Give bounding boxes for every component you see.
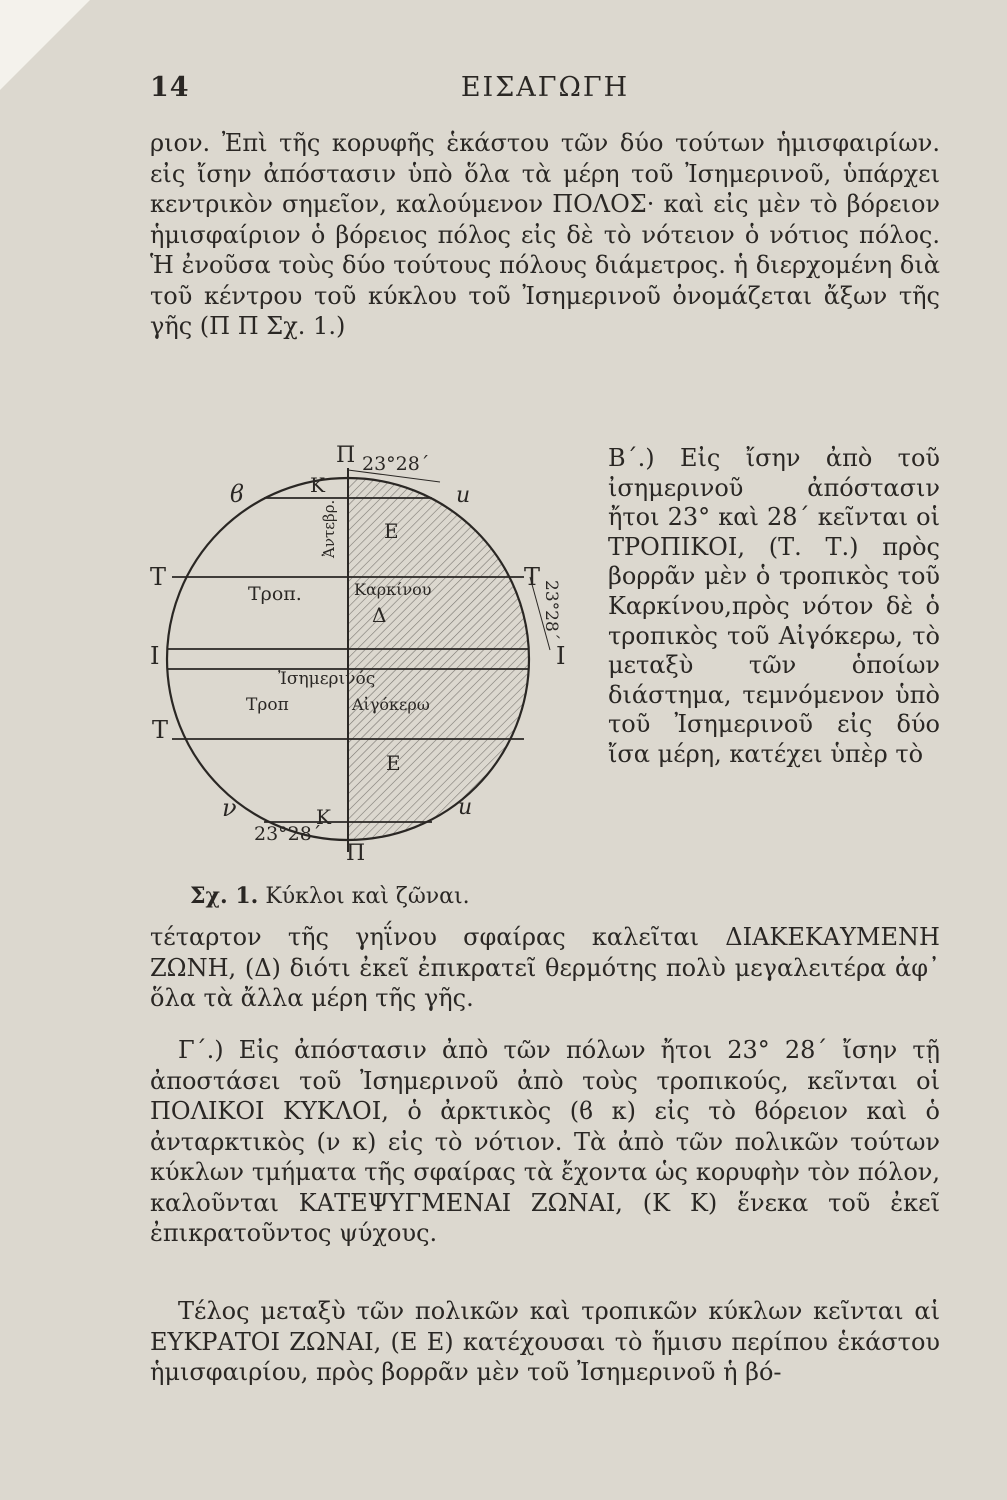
angle-bottom-label: 23°28΄ <box>254 823 322 845</box>
page-corner <box>0 0 90 90</box>
arctic-right-label: u <box>456 483 471 508</box>
paragraph-torrid-zone: τέταρτον τῆς γηΐνου σφαίρας καλεῖται ΔΙΑΚΕΚΑΥΜΕΝΗ ΖΩΝΗ, (Δ) διότι ἐκεῖ ἐπικρατεῖ θερμότης πολὺ μεγαλειτέρα ἀφ᾽ ὅλα τὰ ἄλλα μέρη τῆς γῆς. <box>150 923 940 1012</box>
tropic-left-bottom-label: Τ <box>152 716 169 744</box>
zone-cold-bottom-label: Κ <box>316 805 331 829</box>
equator-right-label: Ι <box>556 642 566 670</box>
pole-top-label: Π <box>336 443 356 468</box>
zone-temperate-top-label: Ε <box>384 519 399 543</box>
antarctic-left-label: ν <box>222 794 237 822</box>
pole-bottom-label: Π <box>346 841 366 866</box>
tropic-top-label: Τροπ. <box>248 583 302 605</box>
equator-label: Ἰσημερινός <box>278 669 376 689</box>
paragraph-temperate-zones: Τέλος μεταξὺ τῶν πολικῶν καὶ τροπικῶν κύκλων κεῖνται αἱ ΕΥΚΡΑΤΟΙ ΖΩΝΑΙ, (Ε Ε) κατέχουσαι τὸ ἥμισυ περίπου ἑκάστου ἡμισφαιρίου, πρὸς βορρᾶν μὲν τοῦ Ἰσημερινοῦ ἡ βό- <box>150 1297 940 1386</box>
zone-cold-top-label: Κ <box>310 473 325 497</box>
paragraph-tropics: Β΄.) Εἰς ἴσην ἀπὸ τοῦ ἰσημερινοῦ ἀπόστασιν ἤτοι 23° καὶ 28΄ κεῖνται οἱ ΤΡΟΠΙΚΟΙ, (Τ. Τ.) πρὸς βορρᾶν μὲν ὁ τροπικὸς τοῦ Καρκίνου,πρὸς νότον δὲ ὁ τροπικὸς τοῦ Αἰγόκερω, τὸ μεταξὺ τῶν ὁποίων διάστημα, τεμνόμενον ὑπὸ τοῦ Ἰσημερινοῦ εἰς δύο ἴσα μέρη, κατέχει ὑπὲρ τὸ <box>608 444 940 768</box>
polar-circle-label: Ἀντεβρ. <box>320 499 338 558</box>
tropic-right-top-label: Τ <box>524 563 541 591</box>
zones-diagram <box>150 440 590 890</box>
cancer-label: Καρκίνου <box>354 580 432 599</box>
caption-text: Κύκλοι καὶ ζῶναι. <box>265 884 470 909</box>
equator-left-label: Ι <box>150 642 160 670</box>
tropic-bottom-label: Τροπ <box>246 695 289 715</box>
running-title: ΕΙΣΑΓΩΓΗ <box>460 72 630 103</box>
page-header <box>150 72 940 112</box>
paragraph-polar-circles: Γ΄.) Εἰς ἀπόστασιν ἀπὸ τῶν πόλων ἤτοι 23° 28΄ ἴσην τῇ ἀποστάσει τοῦ Ἰσημερινοῦ ἀπὸ τοὺς τροπικούς, κεῖνται οἱ ΠΟΛΙΚΟΙ ΚΥΚΛΟΙ, ὁ ἀρκτικὸς (ϐ κ) εἰς τὸ ϐόρειον καὶ ὁ ἀνταρκτικὸς (ν κ) εἰς τὸ νότιον. Τὰ ἀπὸ τῶν πολικῶν τούτων κύκλων τμήματα τῆς σφαίρας τὰ ἔχοντα ὡς κορυφὴν τὸν πόλον, καλοῦνται ΚΑΤΕΨΥΓΜΕΝΑΙ ΖΩΝΑΙ, (Κ Κ) ἕνεκα τοῦ ἐκεῖ ἐπικρατοῦντος ψύχους. <box>150 1036 940 1247</box>
zone-temperate-bottom-label: Ε <box>386 751 401 775</box>
caption-number: Σχ. 1. <box>190 883 259 909</box>
capricorn-label: Αἰγόκερω <box>352 695 430 714</box>
arctic-left-label: ϐ <box>230 480 244 508</box>
tropic-left-top-label: Τ <box>150 563 167 591</box>
angle-top-label: 23°28΄ <box>362 453 430 475</box>
angle-right-label: 23°28΄ <box>541 580 561 641</box>
figure-zones <box>150 440 590 920</box>
shaded-hemisphere <box>348 478 529 840</box>
zone-torrid-label: Δ <box>372 603 387 627</box>
page-number: 14 <box>150 72 190 103</box>
paragraph-poles: ριον. Ἐπὶ τῆς κορυφῆς ἑκάστου τῶν δύο τούτων ἡμισφαιρίων. εἰς ἴσην ἀπόστασιν ὑπὸ ὅλα τὰ μέρη τοῦ Ἰσημερινοῦ, ὑπάρχει κεντρικὸν σημεῖον, καλούμενον ΠΟΛΟΣ· καὶ εἰς μὲν τὸ βόρειον ἡμισφαίριον ὁ βόρειος πόλος εἰς δὲ τὸ νότειον ὁ νότιος πόλος. Ἡ ἐνοῦσα τοὺς δύο τούτους πόλους διάμετρος. ἡ διερχομένη διὰ τοῦ κέντρου τοῦ κύκλου τοῦ Ἰσημερινοῦ ὀνομάζεται ἄξων τῆς γῆς (Π Π Σχ. 1.) <box>150 129 940 340</box>
antarctic-right-label: u <box>458 795 473 820</box>
figure-caption <box>190 883 470 909</box>
